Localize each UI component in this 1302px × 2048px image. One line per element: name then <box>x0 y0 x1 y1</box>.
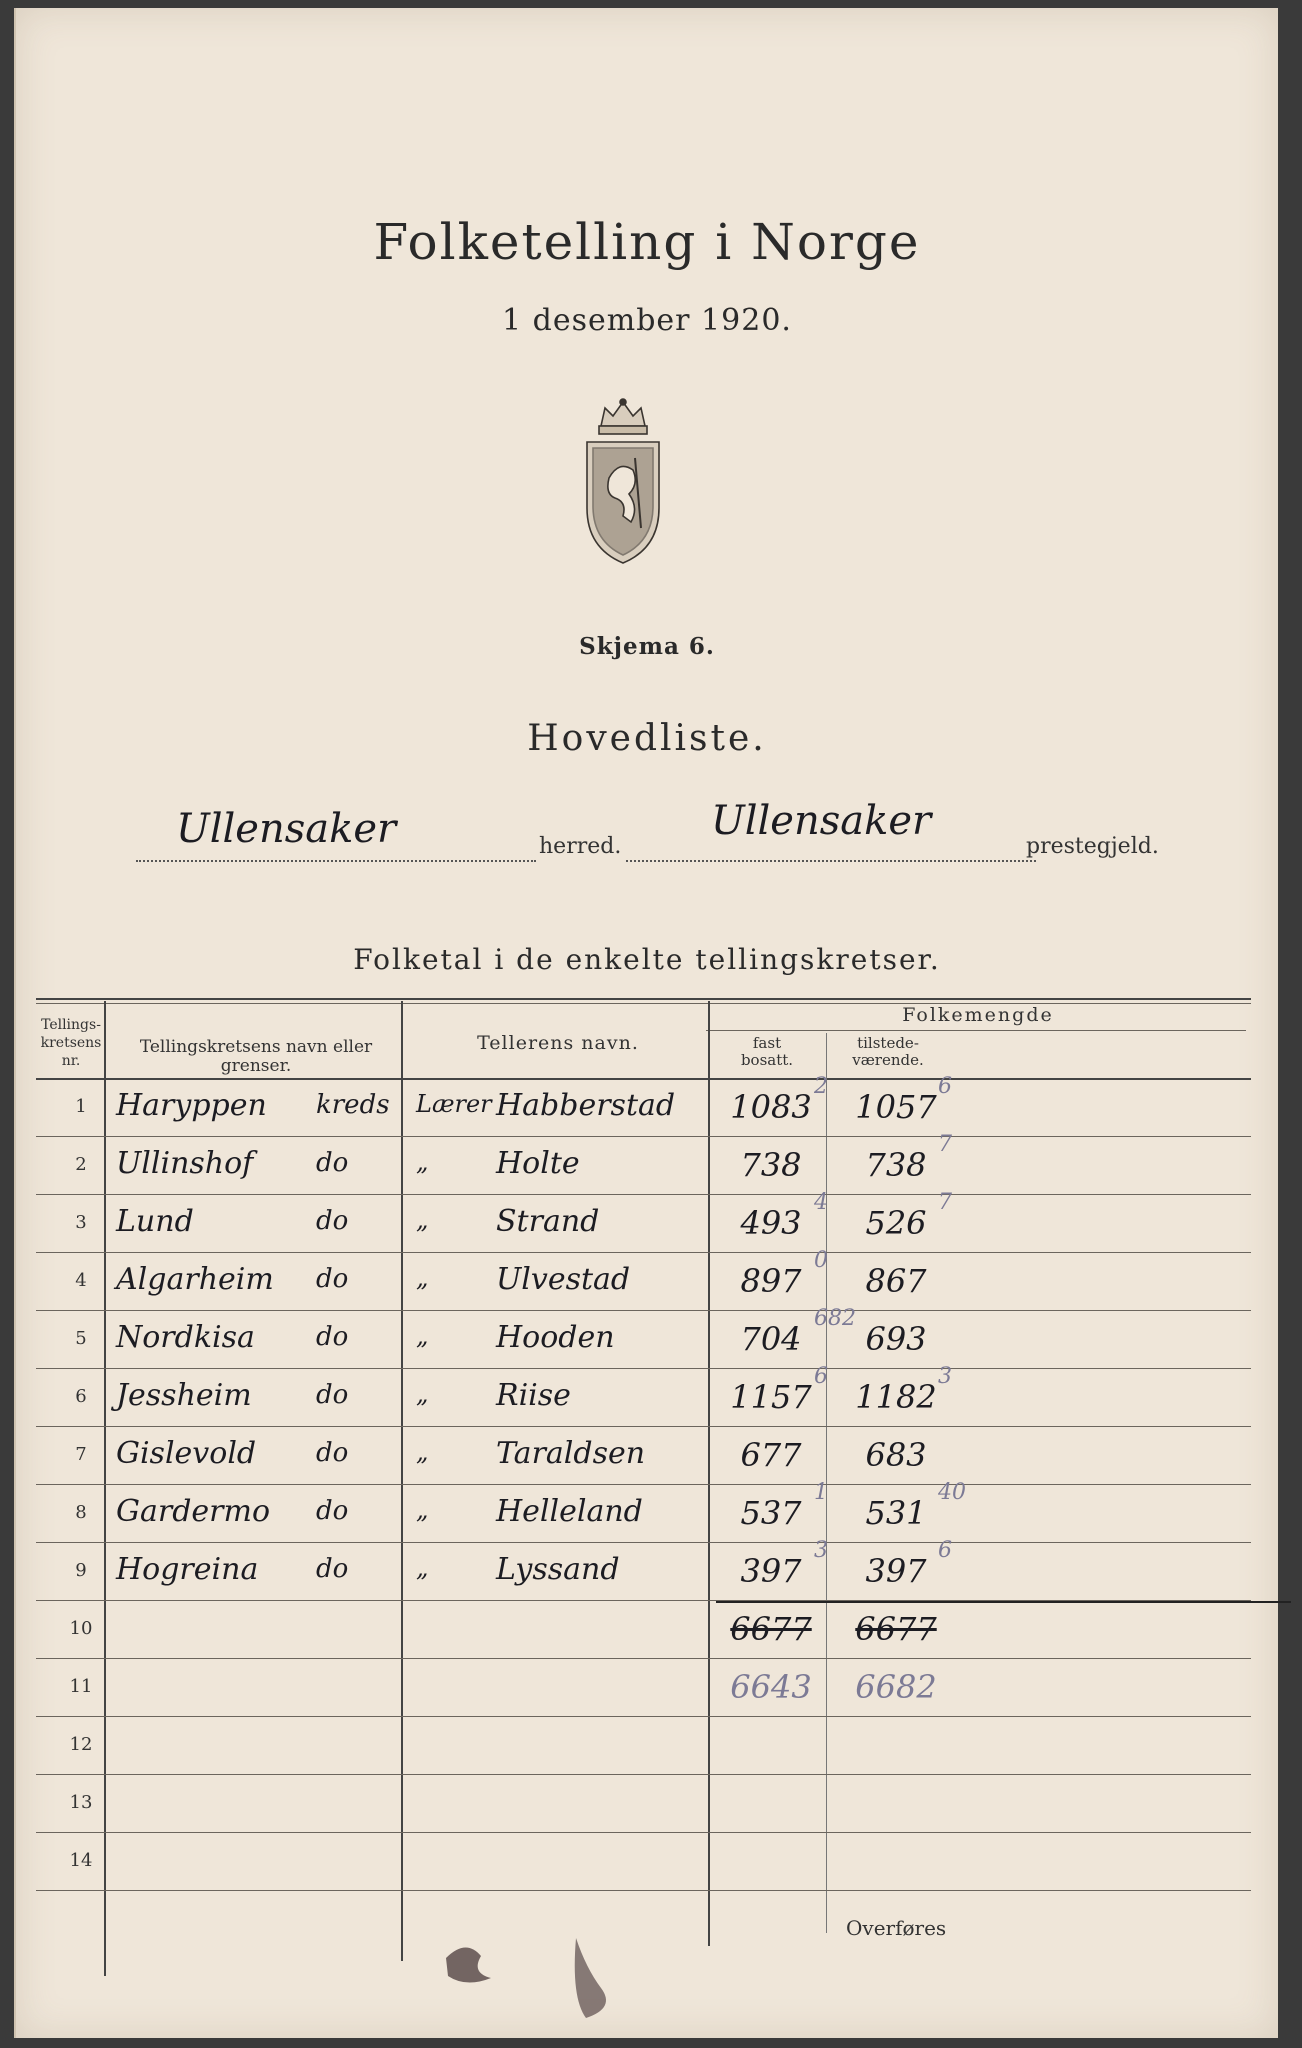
fast-population: 704 <box>740 1320 802 1358</box>
district-name: Gardermo <box>116 1494 270 1529</box>
district-suffix: do <box>316 1148 349 1178</box>
table-subheading: Folketal i de enkelte tellingskretser. <box>353 943 941 976</box>
fast-population: 537 <box>740 1494 802 1532</box>
district-name: Nordkisa <box>116 1320 255 1355</box>
pencil-correction: 1 <box>814 1480 828 1505</box>
pencil-correction: 6 <box>814 1364 828 1389</box>
counter-name: Lyssand <box>496 1552 620 1587</box>
counter-name: Riise <box>496 1378 571 1413</box>
row-number: 11 <box>69 1676 93 1697</box>
header-fast: fast bosatt. <box>740 1034 794 1069</box>
pencil-correction: 3 <box>814 1538 828 1563</box>
herred-value: Ullensaker <box>176 806 397 852</box>
sum-rule <box>716 1601 1291 1603</box>
counter-prefix: „ <box>416 1148 429 1176</box>
counter-prefix: „ <box>416 1380 429 1408</box>
row-number: 5 <box>75 1328 87 1349</box>
row-number: 14 <box>69 1850 93 1871</box>
row-rule <box>36 1542 1251 1543</box>
header-population: Folkemengde <box>902 1004 1054 1026</box>
fast-population: 1083 <box>730 1088 812 1126</box>
row-number: 8 <box>75 1502 87 1523</box>
fast-population: 397 <box>740 1552 802 1590</box>
ink-blot-icon <box>436 1928 636 2028</box>
pencil-correction: 2 <box>814 1074 828 1099</box>
schema-label: Skjema 6. <box>579 633 715 660</box>
census-form-page <box>14 8 1278 2038</box>
prestegjeld-value: Ullensaker <box>711 798 932 844</box>
counter-name: Hooden <box>496 1320 615 1355</box>
row-number: 9 <box>75 1560 87 1581</box>
row-number: 12 <box>69 1734 93 1755</box>
counter-prefix: „ <box>416 1322 429 1350</box>
row-rule <box>36 1136 1251 1137</box>
district-name: Hogreina <box>116 1552 259 1587</box>
row-rule <box>36 1426 1251 1427</box>
present-population: 1182 <box>855 1378 937 1416</box>
present-population: 693 <box>865 1320 927 1358</box>
prestegjeld-dotted-line <box>626 860 1036 862</box>
counter-prefix: „ <box>416 1496 429 1524</box>
counter-name: Habberstad <box>496 1088 676 1123</box>
row-number: 3 <box>75 1212 87 1233</box>
counter-prefix: „ <box>416 1264 429 1292</box>
counter-prefix: „ <box>416 1554 429 1582</box>
pencil-correction: 4 <box>814 1190 828 1215</box>
pencil-correction: 3 <box>938 1364 952 1389</box>
district-name: Gislevold <box>116 1436 257 1471</box>
present-population: 1057 <box>855 1088 937 1126</box>
header-name: Tellingskretsens navn eller grenser. <box>139 1037 373 1076</box>
counter-name: Holte <box>496 1146 580 1181</box>
district-suffix: do <box>316 1322 349 1352</box>
district-suffix: kreds <box>316 1090 390 1120</box>
row-number: 13 <box>69 1792 93 1813</box>
counter-prefix: Lærer <box>416 1090 492 1118</box>
row-rule <box>36 1774 1251 1775</box>
counter-name: Ulvestad <box>496 1262 631 1297</box>
row-number: 2 <box>75 1154 87 1175</box>
district-name: Jessheim <box>116 1378 252 1413</box>
form-title: Folketelling i Norge <box>373 213 921 271</box>
pencil-correction: 0 <box>814 1248 828 1273</box>
district-suffix: do <box>316 1496 349 1526</box>
fast-population: 6643 <box>730 1668 812 1706</box>
row-rule <box>36 1310 1251 1311</box>
present-population: 738 <box>865 1146 927 1184</box>
district-suffix: do <box>316 1438 349 1468</box>
counter-prefix: „ <box>416 1438 429 1466</box>
row-number: 4 <box>75 1270 87 1291</box>
present-population: 683 <box>865 1436 927 1474</box>
population-subheader-rule <box>706 1030 1246 1031</box>
row-number: 1 <box>75 1096 87 1117</box>
fast-population: 897 <box>740 1262 802 1300</box>
row-rule <box>36 1658 1251 1659</box>
col-divider-2 <box>401 1001 403 1961</box>
col-divider-1 <box>104 1001 106 1976</box>
counter-name: Taraldsen <box>496 1436 646 1471</box>
carry-over-label: Overføres <box>846 1916 947 1940</box>
row-number: 6 <box>75 1386 87 1407</box>
counter-name: Strand <box>496 1204 600 1239</box>
counter-prefix: „ <box>416 1206 429 1234</box>
row-number: 10 <box>69 1618 93 1639</box>
present-population: 531 <box>865 1494 927 1532</box>
row-rule <box>36 1484 1251 1485</box>
pencil-correction: 7 <box>938 1190 952 1215</box>
present-population: 397 <box>865 1552 927 1590</box>
form-date: 1 desember 1920. <box>502 303 792 338</box>
pencil-correction: 40 <box>938 1480 966 1505</box>
fast-population: 493 <box>740 1204 802 1242</box>
row-rule <box>36 1890 1251 1891</box>
table-top-rule <box>36 998 1251 1000</box>
table-top-rule-2 <box>36 1003 1251 1004</box>
row-rule <box>36 1194 1251 1195</box>
district-suffix: do <box>316 1264 349 1294</box>
fast-population: 6677 <box>730 1610 812 1648</box>
row-number: 7 <box>75 1444 87 1465</box>
district-suffix: do <box>316 1380 349 1410</box>
row-rule <box>36 1252 1251 1253</box>
header-tilstede: tilstede- værende. <box>852 1034 924 1069</box>
district-name: Ullinshof <box>116 1146 254 1181</box>
present-population: 867 <box>865 1262 927 1300</box>
present-population: 526 <box>865 1204 927 1242</box>
main-heading: Hovedliste. <box>527 718 767 759</box>
coat-of-arms-icon <box>583 398 663 572</box>
district-suffix: do <box>316 1206 349 1236</box>
pencil-correction: 6 <box>938 1074 952 1099</box>
fast-population: 738 <box>740 1146 802 1184</box>
header-bottom-rule <box>36 1078 1251 1080</box>
header-counter: Tellerens navn. <box>477 1032 639 1054</box>
herred-label: herred. <box>539 834 622 859</box>
present-population: 6677 <box>855 1610 937 1648</box>
pencil-correction: 7 <box>938 1132 952 1157</box>
district-name: Algarheim <box>116 1262 274 1297</box>
header-nr: Tellings- kretsens nr. <box>40 1017 102 1069</box>
prestegjeld-label: prestegjeld. <box>1026 834 1159 859</box>
row-rule <box>36 1716 1251 1717</box>
herred-dotted-line <box>136 860 536 862</box>
district-name: Lund <box>116 1204 194 1239</box>
fast-population: 677 <box>740 1436 802 1474</box>
district-suffix: do <box>316 1554 349 1584</box>
row-rule <box>36 1832 1251 1833</box>
counter-name: Helleland <box>496 1494 643 1529</box>
pencil-correction: 6 <box>938 1538 952 1563</box>
district-name: Haryppen <box>116 1088 267 1123</box>
pencil-correction: 682 <box>814 1306 856 1331</box>
present-population: 6682 <box>855 1668 937 1706</box>
row-rule <box>36 1368 1251 1369</box>
fast-population: 1157 <box>730 1378 812 1416</box>
